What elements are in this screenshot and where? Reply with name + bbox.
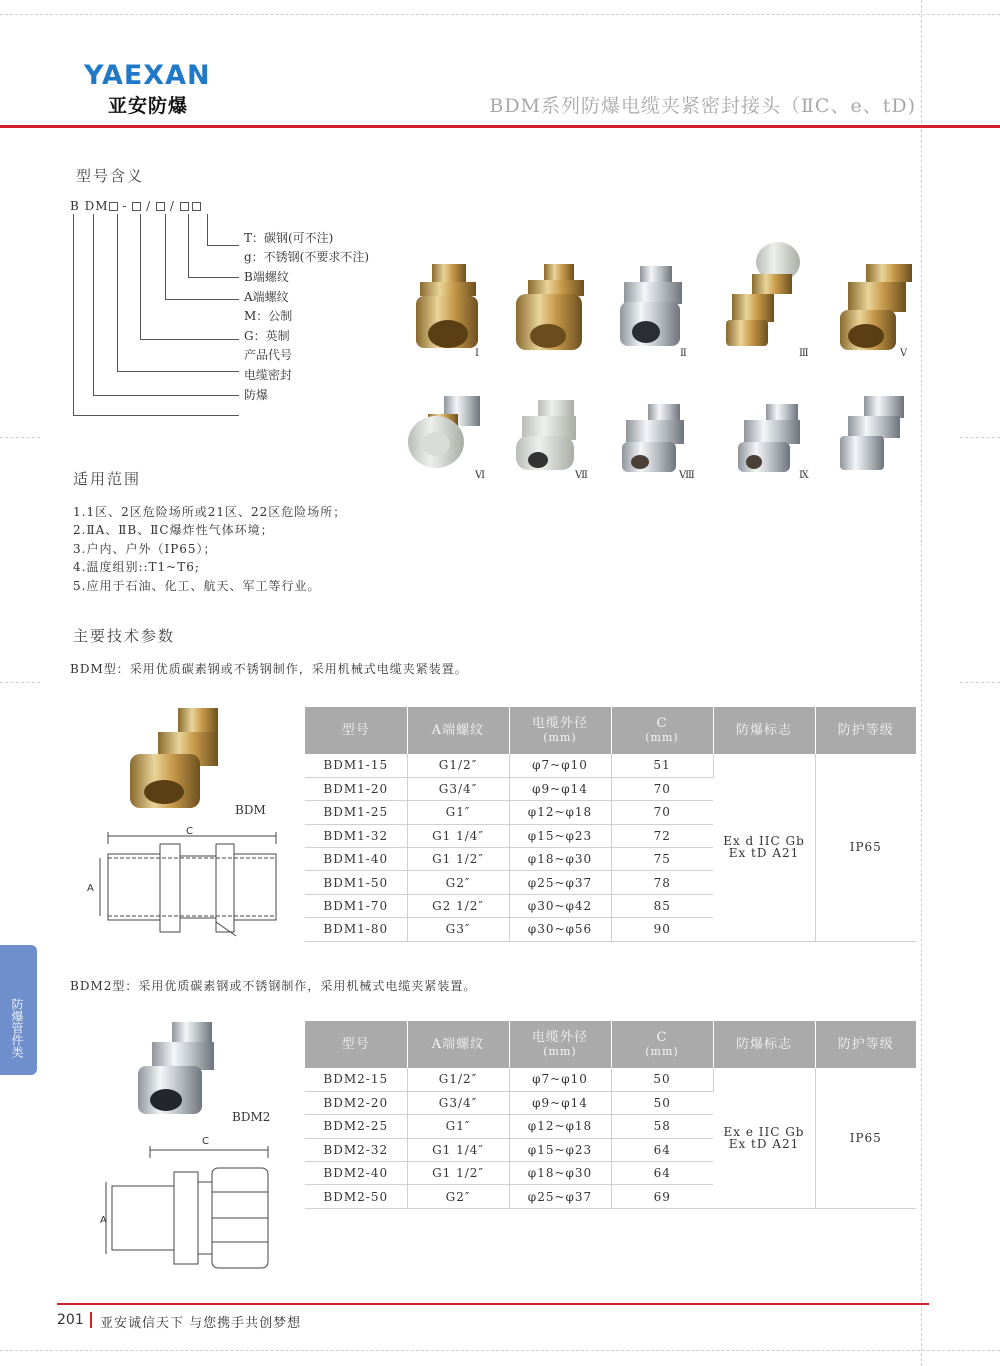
photo-label: Ⅶ xyxy=(575,470,588,481)
code-label: 电缆密封 xyxy=(244,368,293,382)
table-row: BDM1-25 G1″ φ12~φ18 70 xyxy=(305,801,916,824)
code-label: 防爆 xyxy=(244,388,269,402)
product-photo-gland-with-cap xyxy=(404,392,488,472)
table-row: BDM1-40 G1 1/2″ φ18~φ30 75 xyxy=(305,848,916,871)
col-header-c: C (mm) xyxy=(611,1021,713,1068)
code-label: g：不锈钢(不要求不注) xyxy=(244,250,370,264)
header-rule xyxy=(0,125,1000,128)
product-photo-brass-gland xyxy=(836,262,916,354)
col-header-ip: 防护等级 xyxy=(815,1021,916,1068)
scope-item: 3.户内、户外（IP65）； xyxy=(73,542,217,556)
table-row: BDM2-50 G2″ φ25~φ37 69 xyxy=(305,1185,916,1208)
col-header-ex-mark: 防爆标志 xyxy=(713,707,815,754)
bdm-dimension-drawing xyxy=(86,828,302,940)
scope-item: 2.ⅡA、ⅡB、ⅡC爆炸性气体环境； xyxy=(73,523,274,537)
params-title: 主要技术参数 xyxy=(73,627,176,645)
document-title: BDM系列防爆电缆夹紧密封接头（ⅡC、e、tD) xyxy=(489,95,916,117)
bdm-product-photo xyxy=(124,704,224,812)
table-row: BDM1-50 G2″ φ25~φ37 78 xyxy=(305,871,916,894)
bdm2-spec-table xyxy=(305,1021,916,1209)
table-row: BDM1-20 G3/4″ φ9~φ14 70 xyxy=(305,777,916,800)
photo-label: Ⅴ xyxy=(900,348,908,359)
code-label: T：碳钢(可不注) xyxy=(244,231,334,245)
product-photo-steel-gland xyxy=(618,402,688,474)
footer-rule xyxy=(57,1303,929,1305)
model-meaning-title: 型号含义 xyxy=(76,167,145,185)
col-header-model: 型号 xyxy=(305,707,407,754)
crop-guide xyxy=(921,0,922,1366)
crop-guide xyxy=(0,682,40,683)
photo-label: Ⅸ xyxy=(799,470,809,481)
code-label: B端螺纹 xyxy=(244,270,289,284)
col-header-ip: 防护等级 xyxy=(815,707,916,754)
scope-item: 4.温度组别::T1~T6; xyxy=(73,560,200,574)
col-header-a-thread: A端螺纹 xyxy=(407,707,509,754)
bdm2-product-photo xyxy=(132,1020,222,1118)
product-photo-steel-gland xyxy=(614,264,686,348)
product-photo-brass-gland xyxy=(512,262,588,354)
code-label: 产品代号 xyxy=(244,348,293,362)
footer-slogan: 亚安诚信天下 与您携手共创梦想 xyxy=(100,1316,302,1331)
col-header-c: C (mm) xyxy=(611,707,713,754)
col-header-cable-od: 电缆外径 (mm) xyxy=(509,707,611,754)
code-bracket xyxy=(207,214,239,246)
bdm2-figure-label: BDM2 xyxy=(232,1110,271,1124)
code-label: A端螺纹 xyxy=(244,290,289,304)
bdm-figure-label: BDM xyxy=(235,803,266,817)
bdm-description: BDM型：采用优质碳素钢或不锈钢制作，采用机械式电缆夹紧装置。 xyxy=(70,662,468,676)
logo-subtext: 亚安防爆 xyxy=(108,95,189,117)
table-row: BDM2-25 G1″ φ12~φ18 58 xyxy=(305,1115,916,1138)
dimension-a-label: A xyxy=(100,1215,107,1226)
table-row: BDM2-20 G3/4″ φ9~φ14 50 xyxy=(305,1091,916,1114)
code-label: G：英制 xyxy=(244,329,290,343)
col-header-cable-od: 电缆外径 (mm) xyxy=(509,1021,611,1068)
crop-guide xyxy=(0,437,40,438)
dimension-c-label: C xyxy=(202,1136,209,1147)
side-category-tab: 防爆管件类 xyxy=(0,945,37,1075)
product-photo-brass-gland xyxy=(410,262,486,354)
table-row: BDM1-15 G1/2″ φ7~φ10 51 Ex d IIC Gb Ex tD A21 IP65 xyxy=(305,754,916,777)
ip-cell: IP65 xyxy=(815,754,916,941)
photo-label: Ⅵ xyxy=(475,470,486,481)
crop-guide xyxy=(0,14,1000,15)
product-photo-plastic-gland xyxy=(512,398,584,472)
table-row: BDM1-70 G2 1/2″ φ30~φ42 85 xyxy=(305,894,916,917)
ex-mark-cell: Ex e IIC Gb Ex tD A21 xyxy=(713,1068,815,1208)
crop-guide xyxy=(960,682,1000,683)
ip-cell: IP65 xyxy=(815,1068,916,1208)
table-row: BDM1-80 G3″ φ30~φ56 90 xyxy=(305,918,916,941)
bdm2-dimension-drawing xyxy=(96,1142,276,1276)
product-photo-steel-gland xyxy=(834,394,908,474)
bdm-spec-table xyxy=(305,707,916,942)
dimension-a-label: A xyxy=(87,883,94,894)
table-row: BDM1-32 G1 1/4″ φ15~φ23 72 xyxy=(305,824,916,847)
col-header-ex-mark: 防爆标志 xyxy=(713,1021,815,1068)
product-photo-gland-with-cap xyxy=(722,240,806,352)
crop-guide xyxy=(0,1350,1000,1351)
ex-mark-cell: Ex d IIC Gb Ex tD A21 xyxy=(713,754,815,941)
footer-separator xyxy=(90,1312,92,1328)
product-photo-steel-gland xyxy=(734,402,804,474)
bdm2-description: BDM2型：采用优质碳素钢或不锈钢制作，采用机械式电缆夹紧装置。 xyxy=(70,979,477,993)
logo-text: YAEXAN xyxy=(84,60,211,91)
photo-label: Ⅲ xyxy=(799,348,809,359)
photo-label: Ⅷ xyxy=(679,470,695,481)
table-row: BDM2-40 G1 1/2″ φ18~φ30 64 xyxy=(305,1162,916,1185)
col-header-model: 型号 xyxy=(305,1021,407,1068)
model-code: B DM - / / xyxy=(70,199,201,213)
scope-item: 5.应用于石油、化工、航天、军工等行业。 xyxy=(73,579,321,593)
photo-label: Ⅱ xyxy=(680,348,687,359)
photo-label: Ⅰ xyxy=(475,348,479,359)
scope-title: 适用范围 xyxy=(73,470,142,488)
dimension-c-label: C xyxy=(186,826,193,837)
code-label: M：公制 xyxy=(244,309,293,323)
page-number: 201 xyxy=(57,1312,84,1328)
scope-item: 1.1区、2区危险场所或21区、22区危险场所； xyxy=(73,505,347,519)
table-row: BDM2-32 G1 1/4″ φ15~φ23 64 xyxy=(305,1138,916,1161)
col-header-a-thread: A端螺纹 xyxy=(407,1021,509,1068)
table-row: BDM2-15 G1/2″ φ7~φ10 50 Ex e IIC Gb Ex tD A21 IP65 xyxy=(305,1068,916,1091)
crop-guide xyxy=(960,437,1000,438)
